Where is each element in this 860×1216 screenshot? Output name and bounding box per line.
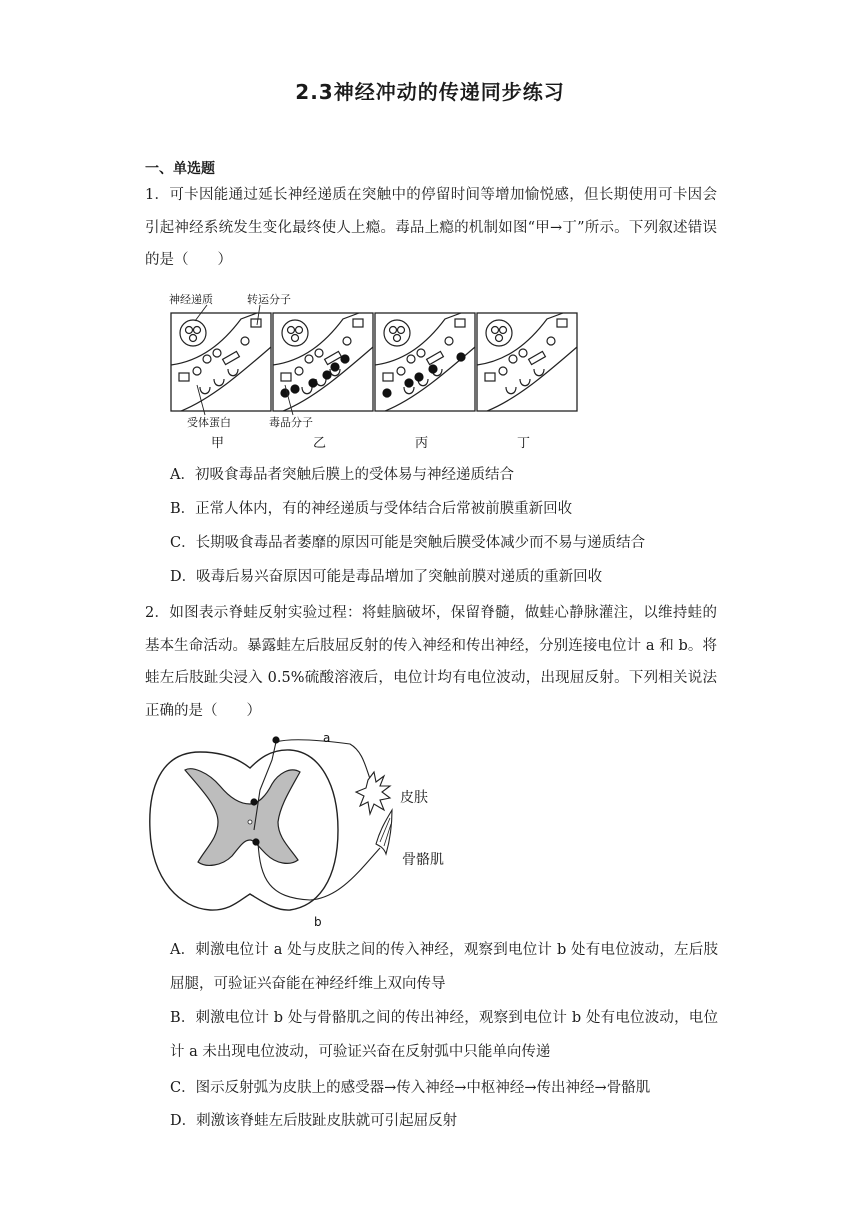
figure-synapse-panels [165,285,585,459]
question-1-stem: 1．可卡因能通过延长神经递质在突触中的停留时间等增加愉悦感，但长期使用可卡因会引起神经系统发生变化最终使人上瘾。毒品上瘾的机制如图“甲→丁”所示。下列叙述错误的是（ ） [145,187,717,268]
panel-label-bing: 丙 [415,436,429,451]
page-title: 2.3神经冲动的传递同步练习 [295,80,565,104]
question-2-option-c: C．图示反射弧为皮肤上的感受器→传入神经→中枢神经→传出神经→骨骼肌 [170,1080,651,1096]
label-electrode-a: a [323,731,331,745]
panel-label-yi: 乙 [313,436,327,451]
question-2-stem: 2．如图表示脊蛙反射实验过程：将蛙脑破坏，保留脊髓，做蛙心静脉灌注，以维持蛙的基本生命活动。暴露蛙左后肢屈反射的传入神经和传出神经，分别连接电位计 a 和 b。将蛙左后肢趾尖浸入 0.5%硫酸溶液后，电位计均有电位波动，出现屈反射。下列相关说法正确的是（ ） [145,605,717,719]
label-receptor-protein: 受体蛋白 [187,416,231,429]
section-heading: 一、单选题 [145,161,215,177]
figure-reflex-arc [140,730,460,934]
question-1-option-c: C．长期吸食毒品者萎靡的原因可能是突触后膜受体减少而不易与递质结合 [170,535,646,551]
label-drug-molecule: 毒品分子 [269,416,313,429]
question-1-option-d: D．吸毒后易兴奋原因可能是毒品增加了突触前膜对递质的重新回收 [170,569,603,585]
panel-label-jia: 甲 [211,436,225,451]
panel-label-ding: 丁 [517,436,531,451]
question-1-option-b: B．正常人体内，有的神经递质与受体结合后常被前膜重新回收 [170,501,573,517]
question-1-option-a: A．初吸食毒品者突触后膜上的受体易与神经递质结合 [170,467,514,483]
question-2-option-a: A．刺激电位计 a 处与皮肤之间的传入神经，观察到电位计 b 处有电位波动，左后肢屈腿，可验证兴奋能在神经纤维上双向传导 [170,942,718,992]
label-electrode-b: b [314,915,322,929]
label-skin: 皮肤 [400,790,428,806]
label-neurotransmitter: 神经递质 [169,293,213,306]
label-transporter: 转运分子 [247,293,291,306]
question-2-option-d: D．刺激该脊蛙左后肢趾皮肤就可引起屈反射 [170,1113,458,1129]
question-2-option-b: B．刺激电位计 b 处与骨骼肌之间的传出神经，观察到电位计 b 处有电位波动，电位计 a 未出现电位波动，可验证兴奋在反射弧中只能单向传递 [170,1010,718,1060]
label-skeletal-muscle: 骨骼肌 [402,852,444,868]
